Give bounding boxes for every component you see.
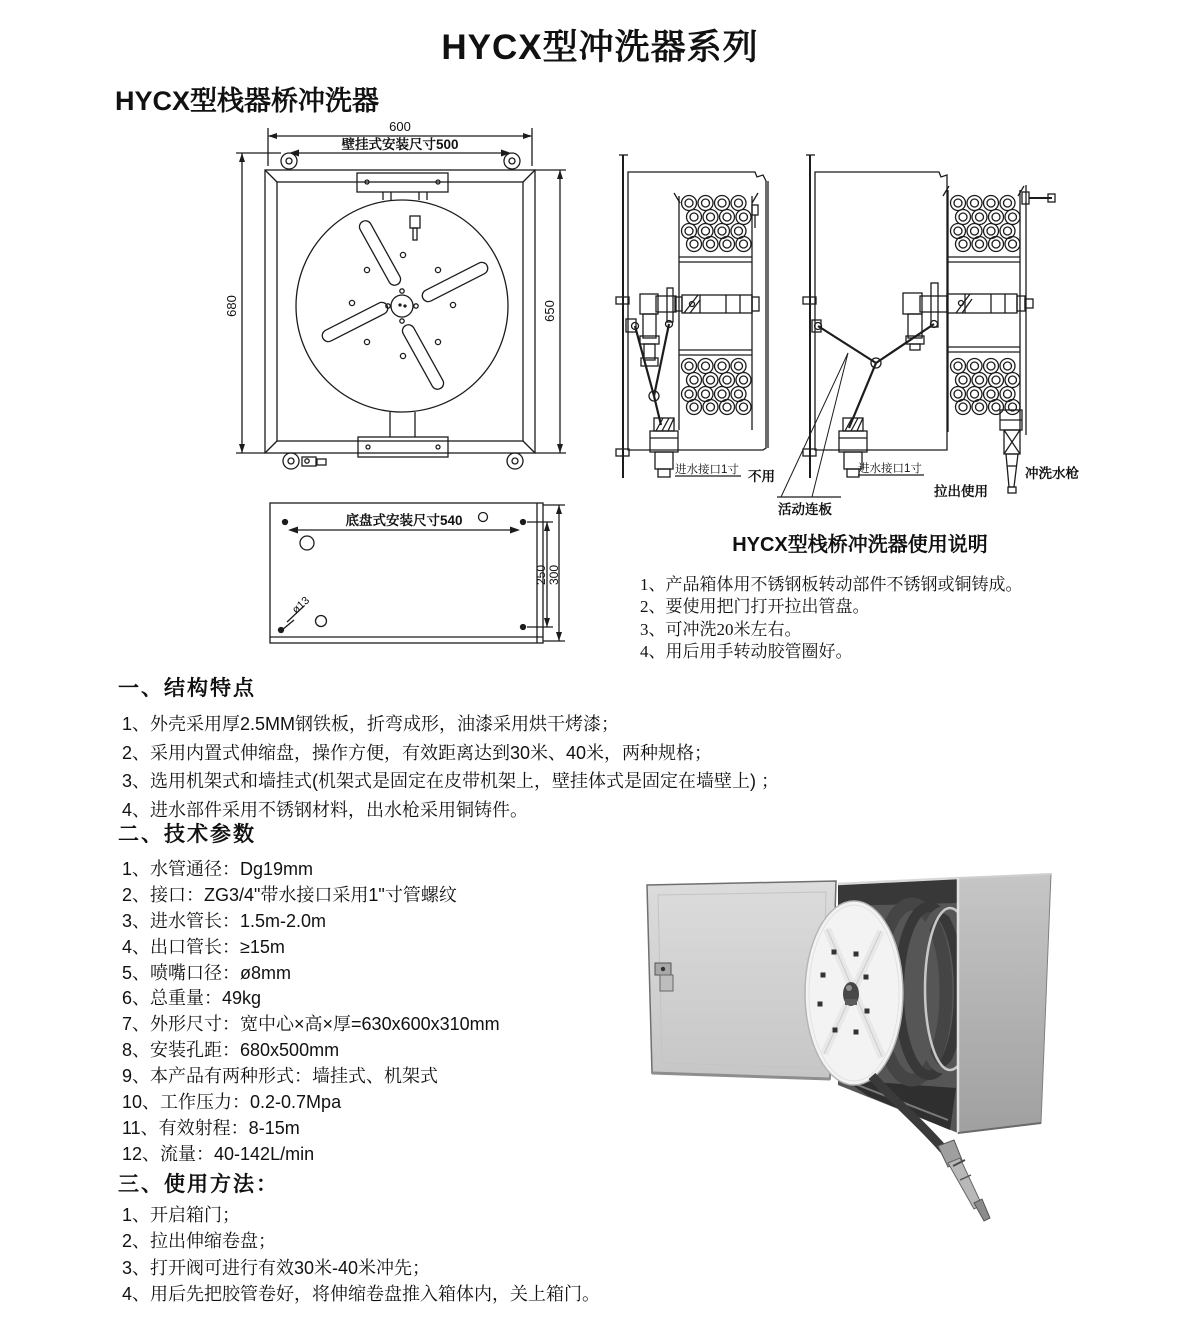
front-dim-left-label: 680 [224,295,239,317]
usage-note-list [640,570,1090,660]
list-item: 11、有效射程：8-15m [122,1117,300,1138]
front-dim-top-label: 600 [389,119,411,134]
list-item: 4、用后用手转动胶管圈好。 [640,642,853,662]
bottom-dim-mount-label: 底盘式安装尺寸540 [345,513,463,528]
front-dim-mount-label: 壁挂式安装尺寸500 [341,137,459,152]
list-item: 7、外形尺寸：宽中心×高×厚=630x600x310mm [122,1014,500,1035]
list-item: 1、水管通径：Dg19mm [122,859,314,879]
section-heading: 一、结构特点 [118,677,256,700]
list-item: 3、选用机架式和墙挂式(机架式是固定在皮带机架上，壁挂体式是固定在墙壁上) ； [122,771,779,792]
section-usage-method [118,1168,1178,1307]
section-structure-features [118,672,1178,824]
bottom-dim-inner-label: 250 [534,564,548,586]
side-open-pullout-label: 拉出使用 [934,484,988,499]
bottom-hole-dia-label: ø13 [289,594,313,617]
list-item: 2、拉出伸缩卷盘； [122,1231,277,1252]
list-item: 12、流量：40-142L/min [122,1143,315,1164]
list-item: 3、进水管长：1.5m-2.0m [122,910,327,931]
section-list [122,1201,1178,1307]
bottom-dim-outer-label: 300 [547,564,561,586]
list-item: 10、工作压力：0.2-0.7Mpa [122,1092,342,1113]
side-view-closed-drawing [616,155,848,497]
section-heading: 三、使用方法： [118,1173,279,1196]
list-item: 9、本产品有两种形式：墙挂式、机架式 [122,1066,439,1087]
page-title: HYCX型冲洗器系列 [441,28,759,67]
side-open-inlet-label: 进水接口1寸 [858,463,922,475]
side-view-open-drawing [803,155,1055,493]
list-item: 2、采用内置式伸缩盘，操作方便，有效距离达到30米、40米，两种规格； [122,742,713,763]
list-item: 1、外壳采用厚2.5MM钢铁板，折弯成形，油漆采用烘干烤漆； [122,714,620,734]
section-heading: 二、技术参数 [118,823,256,846]
page-subtitle: HYCX型栈器桥冲洗器 [115,86,380,116]
list-item: 4、进水部件采用不锈钢材料，出水枪采用铜铸件。 [122,799,529,820]
side-closed-inlet-label: 进水接口1寸 [675,464,739,476]
usage-note-heading: HYCX型栈桥冲洗器使用说明 [732,534,988,556]
list-item: 2、接口：ZG3/4"带水接口采用1"寸管螺纹 [122,884,457,905]
list-item: 3、可冲洗20米左右。 [640,619,802,639]
list-item: 1、开启箱门； [122,1205,241,1225]
side-closed-notused-label: 不用 [748,469,775,484]
section-list [122,710,1178,824]
side-open-watergun-label: 冲洗水枪 [1025,466,1079,481]
side-closed-linkplate-label: 活动连板 [778,502,832,517]
list-item: 6、总重量：49kg [122,988,262,1009]
section-list [122,855,1178,1166]
list-item: 5、喷嘴口径：ø8mm [122,962,292,983]
list-item: 3、打开阀可进行有效30米-40米冲先； [122,1257,431,1278]
section-technical-parameters [118,818,1178,1166]
list-item: 4、出口管长：≥15m [122,936,285,957]
usage-note [640,528,1090,660]
list-item: 8、安装孔距：680x500mm [122,1040,340,1061]
front-view-drawing [236,128,566,469]
list-item: 2、要使用把门打开拉出管盘。 [640,597,870,617]
front-dim-right-label: 650 [542,300,557,322]
list-item: 4、用后先把胶管卷好，将伸缩卷盘推入箱体内，关上箱门。 [122,1284,601,1305]
list-item: 1、产品箱体用不锈钢板转动部件不锈钢或铜铸成。 [640,575,1023,594]
